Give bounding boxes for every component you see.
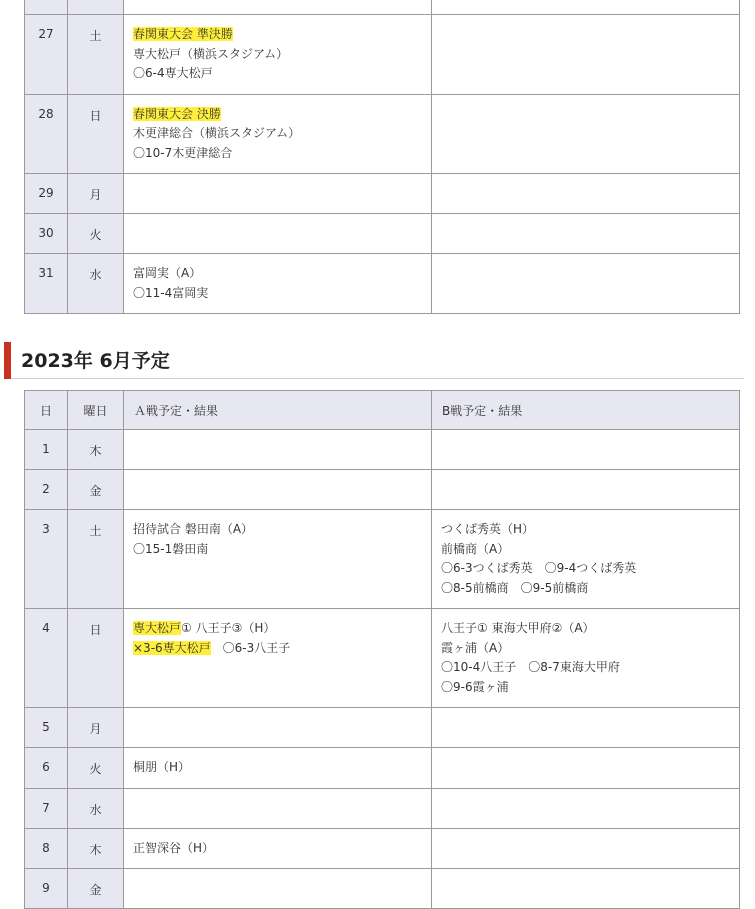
a-game-cell <box>124 254 432 314</box>
a-game-cell <box>124 828 432 869</box>
weekday-cell <box>68 254 124 314</box>
b-game-cell <box>432 828 740 869</box>
weekday-label: 水 <box>89 802 102 817</box>
weekday-cell <box>68 94 124 174</box>
day-cell <box>25 430 68 470</box>
a-game-cell <box>124 470 432 510</box>
b-game-cell <box>432 430 740 470</box>
cell-text: 〇10-4八王子 〇8-7東海大甲府 <box>441 660 620 674</box>
weekday-label: 金 <box>89 484 102 498</box>
a-game-line <box>133 144 422 164</box>
b-game-cell <box>432 174 740 214</box>
highlighted-text: 専大松戸 <box>133 621 182 635</box>
cell-text: 霞ヶ浦（A） <box>441 640 510 655</box>
day-number: 1 <box>42 442 50 456</box>
cell-text: 〇11-4富岡実 <box>133 285 209 300</box>
day-cell <box>25 828 68 869</box>
a-game-line <box>133 264 422 284</box>
table-row <box>25 214 740 254</box>
table-row <box>25 470 740 510</box>
weekday-cell <box>68 430 124 470</box>
table-row <box>25 254 740 314</box>
b-game-cell <box>432 609 740 708</box>
b-game-cell <box>432 254 740 314</box>
june-heading-title: 2023年 6月予定 <box>21 350 170 372</box>
day-cell <box>25 708 68 748</box>
day-number: 27 <box>38 27 54 41</box>
header-weekday: 曜日 <box>68 391 124 430</box>
weekday-cell <box>68 510 124 609</box>
weekday-cell <box>68 15 124 95</box>
a-game-line <box>133 124 422 144</box>
table-row <box>25 748 740 789</box>
may-schedule-body <box>25 0 740 314</box>
a-game-cell <box>124 15 432 95</box>
cell-text: 〇10-7木更津総合 <box>133 145 233 160</box>
day-number: 9 <box>42 881 50 895</box>
cell-text: ① 八王子③（H） <box>181 621 276 635</box>
a-game-line <box>133 639 422 659</box>
b-game-line <box>441 639 730 659</box>
b-game-cell <box>432 94 740 174</box>
cell-text: 桐朋（H） <box>133 760 191 774</box>
day-number: 31 <box>38 266 54 280</box>
day-cell <box>25 869 68 909</box>
b-game-line <box>441 678 730 698</box>
table-row <box>25 510 740 609</box>
b-game-line <box>441 658 730 678</box>
cell-text: 〇6-3八王子 <box>210 640 291 655</box>
weekday-label: 月 <box>89 722 102 736</box>
header-a-games: Ａ戦予定・結果 <box>124 391 432 430</box>
june-schedule-table <box>24 390 740 909</box>
weekday-cell <box>68 708 124 748</box>
weekday-label: 火 <box>89 228 102 242</box>
a-game-line <box>133 284 422 304</box>
weekday-cell <box>68 174 124 214</box>
day-number: 2 <box>42 482 50 496</box>
a-game-content <box>124 609 431 668</box>
cell-text: 正智深谷（H） <box>133 840 215 855</box>
day-number: 8 <box>42 840 50 855</box>
day-cell <box>25 0 68 15</box>
weekday-label: 木 <box>89 842 102 857</box>
weekday-cell <box>68 214 124 254</box>
a-game-cell <box>124 788 432 828</box>
cell-text: 木更津総合（横浜スタジアム） <box>133 126 301 140</box>
b-game-cell <box>432 869 740 909</box>
b-game-cell <box>432 708 740 748</box>
b-game-cell <box>432 748 740 789</box>
cell-text: 八王子① 東海大甲府②（A） <box>441 621 595 635</box>
cell-text: 招待試合 磐田南（A） <box>133 522 254 536</box>
day-cell <box>25 609 68 708</box>
cell-text: 〇8-5前橋商 〇9-5前橋商 <box>441 580 589 595</box>
weekday-cell <box>68 828 124 869</box>
table-row <box>25 0 740 15</box>
day-number: 3 <box>42 522 50 536</box>
a-game-cell <box>124 174 432 214</box>
b-game-cell <box>432 788 740 828</box>
a-game-cell <box>124 510 432 609</box>
weekday-label: 木 <box>89 444 102 458</box>
a-game-cell <box>124 94 432 174</box>
b-game-cell <box>432 15 740 95</box>
a-game-content <box>124 254 431 313</box>
cell-text: 〇9-6霞ヶ浦 <box>441 679 509 694</box>
a-game-line <box>133 105 422 125</box>
a-game-cell <box>124 609 432 708</box>
weekday-label: 火 <box>89 762 102 776</box>
b-game-line <box>441 520 730 540</box>
cell-text: 専大松戸（横浜スタジアム） <box>133 46 289 61</box>
cell-text: 前橋商（A） <box>441 541 510 556</box>
highlighted-text: 春関東大会 準決勝 <box>133 27 233 41</box>
cell-text: 〇6-3つくば秀英 〇9-4つくば秀英 <box>441 561 637 575</box>
table-row <box>25 708 740 748</box>
weekday-cell <box>68 869 124 909</box>
weekday-label: 土 <box>89 29 102 43</box>
day-cell <box>25 254 68 314</box>
day-number: 30 <box>38 226 54 240</box>
weekday-cell <box>68 748 124 789</box>
cell-text: 〇6-4専大松戸 <box>133 66 213 80</box>
day-cell <box>25 748 68 789</box>
b-game-line <box>441 540 730 560</box>
a-game-cell <box>124 0 432 15</box>
day-number: 4 <box>42 621 50 635</box>
weekday-label: 水 <box>89 268 102 282</box>
b-game-content <box>432 609 739 707</box>
june-section-heading <box>4 340 744 379</box>
b-game-content <box>432 510 739 608</box>
day-cell <box>25 470 68 510</box>
a-game-content <box>124 510 431 569</box>
weekday-label: 月 <box>89 188 102 202</box>
b-game-cell <box>432 214 740 254</box>
a-game-line <box>133 839 422 859</box>
day-number: 5 <box>42 720 50 734</box>
day-number: 28 <box>38 106 54 121</box>
table-row <box>25 828 740 869</box>
weekday-cell <box>68 609 124 708</box>
day-cell <box>25 214 68 254</box>
table-row <box>25 15 740 95</box>
weekday-cell <box>68 788 124 828</box>
heading-accent-bar <box>4 342 11 379</box>
day-number: 7 <box>42 800 50 815</box>
table-row <box>25 788 740 828</box>
a-game-content <box>124 95 431 174</box>
cell-text: つくば秀英（H） <box>441 522 535 536</box>
table-row <box>25 430 740 470</box>
table-row <box>25 174 740 214</box>
highlighted-text: ×3-6専大松戸 <box>133 640 211 655</box>
b-game-line <box>441 619 730 639</box>
header-b-games: B戦予定・結果 <box>432 391 740 430</box>
cell-text: 富岡実（A） <box>133 266 202 280</box>
a-game-line <box>133 45 422 65</box>
a-game-cell <box>124 214 432 254</box>
day-cell <box>25 174 68 214</box>
day-cell <box>25 788 68 828</box>
b-game-line <box>441 579 730 599</box>
a-game-cell <box>124 869 432 909</box>
weekday-label: 日 <box>89 108 102 123</box>
day-number: 6 <box>42 760 50 774</box>
table-row <box>25 869 740 909</box>
b-game-cell <box>432 470 740 510</box>
weekday-label: 金 <box>89 883 102 897</box>
a-game-line <box>133 25 422 45</box>
b-game-cell <box>432 510 740 609</box>
day-cell <box>25 510 68 609</box>
weekday-cell <box>68 0 124 15</box>
june-schedule-body <box>25 430 740 909</box>
table-row <box>25 609 740 708</box>
a-game-cell <box>124 430 432 470</box>
weekday-cell <box>68 470 124 510</box>
a-game-content <box>124 829 431 869</box>
a-game-cell <box>124 748 432 789</box>
b-game-line <box>441 559 730 579</box>
a-game-cell <box>124 708 432 748</box>
day-cell <box>25 94 68 174</box>
header-day: 日 <box>25 391 68 430</box>
weekday-label: 日 <box>89 623 102 637</box>
a-game-content <box>124 748 431 788</box>
cell-text: 〇15-1磐田南 <box>133 541 209 556</box>
a-game-line <box>133 758 422 778</box>
june-table-header-row <box>25 391 740 430</box>
a-game-line <box>133 619 422 639</box>
weekday-label: 土 <box>89 524 102 538</box>
b-game-cell <box>432 0 740 15</box>
a-game-line <box>133 520 422 540</box>
day-number: 29 <box>38 186 54 200</box>
table-row <box>25 94 740 174</box>
day-cell <box>25 15 68 95</box>
may-schedule-table <box>24 0 740 314</box>
highlighted-text: 春関東大会 決勝 <box>133 106 221 121</box>
a-game-content <box>124 15 431 94</box>
a-game-line <box>133 64 422 84</box>
a-game-line <box>133 540 422 560</box>
